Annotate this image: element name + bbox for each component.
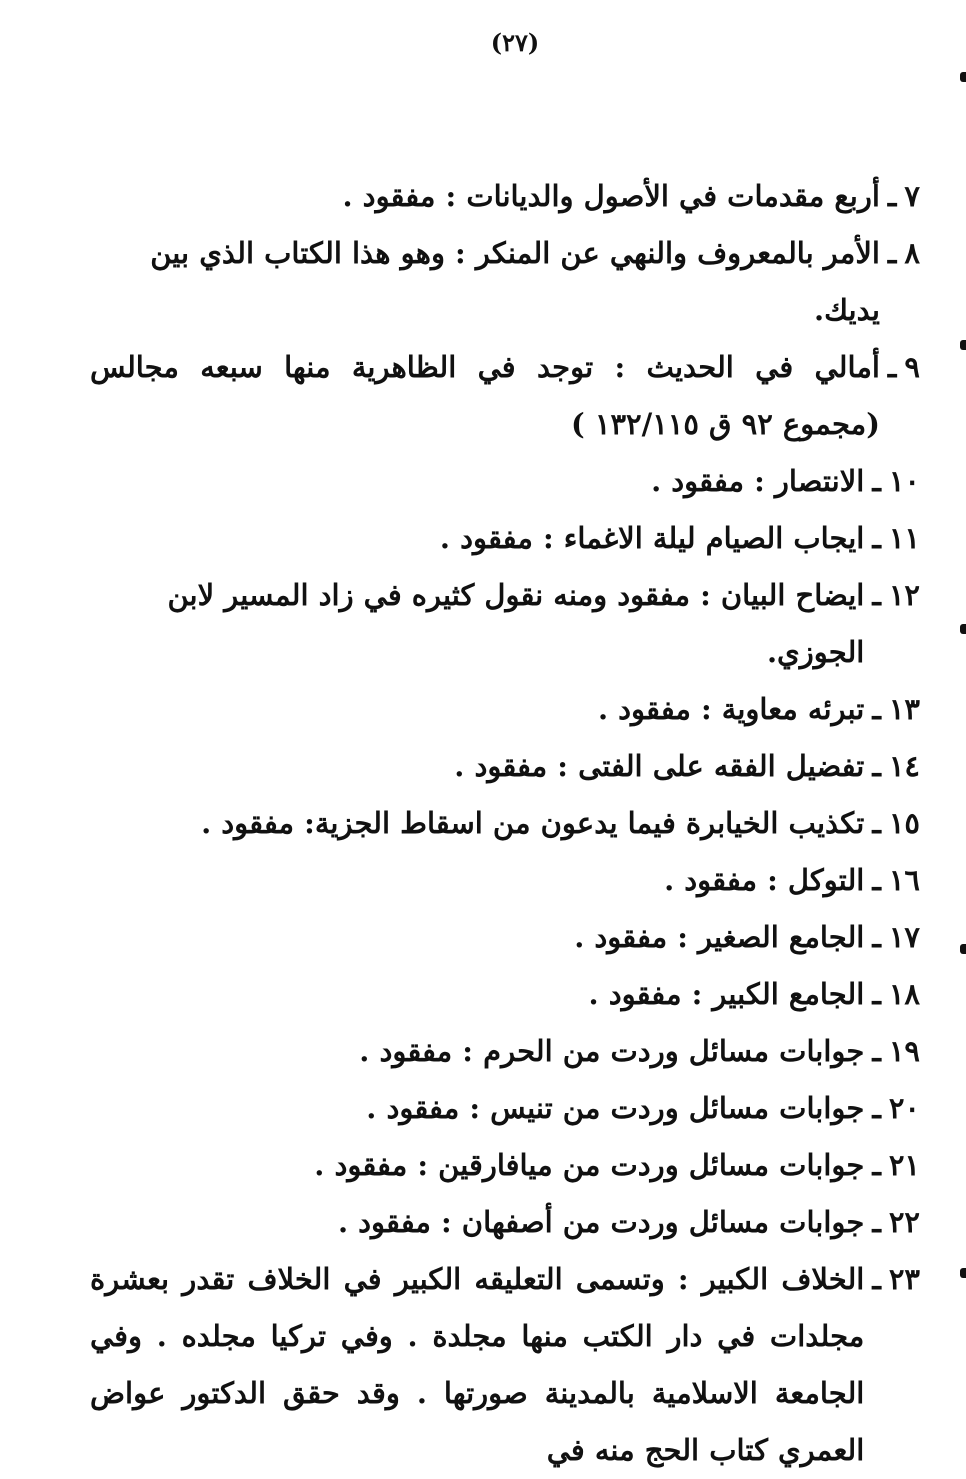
entry-text: ايضاح البيان : مفقود ومنه نقول كثيره في زاد المسير لابن الجوزي. (167, 578, 865, 669)
scan-edge-mark (960, 72, 966, 82)
entry-number: ٢٠ (888, 1091, 920, 1125)
list-item (90, 795, 920, 852)
entry-dash: ـ (872, 806, 881, 840)
entry-number: ١٤ (888, 749, 920, 783)
entry-dash: ـ (872, 521, 881, 555)
entry-dash: ـ (887, 350, 897, 384)
entry-number: ٢٢ (888, 1205, 920, 1239)
entry-number: ٩ (904, 350, 920, 384)
entry-dash: ـ (872, 1148, 881, 1182)
entry-dash: ـ (872, 749, 881, 783)
scan-edge-mark (960, 1268, 966, 1278)
entry-dash: ـ (872, 464, 881, 498)
list-item (90, 510, 920, 567)
entry-number: ١٧ (888, 920, 920, 954)
entry-number: ٧ (904, 179, 920, 213)
page-number: (٢٧) (490, 28, 540, 57)
list-item (90, 1137, 920, 1194)
entry-text: تفضيل الفقه على الفتى : مفقود . (454, 749, 865, 783)
entry-dash: ـ (872, 1091, 881, 1125)
entry-dash: ـ (887, 236, 897, 270)
entry-number: ٢١ (888, 1148, 920, 1182)
entry-dash: ـ (872, 863, 881, 897)
entry-number: ١٦ (888, 863, 920, 897)
list-item (90, 1194, 920, 1251)
entry-number: ١٨ (888, 977, 920, 1011)
entry-dash: ـ (872, 1205, 881, 1239)
entry-text: الانتصار : مفقود . (651, 464, 865, 498)
entry-text: الجامع الكبير : مفقود . (588, 977, 865, 1011)
entry-number: ١٩ (888, 1034, 920, 1068)
entry-dash: ـ (872, 578, 881, 612)
scan-edge-mark (960, 624, 966, 634)
entry-dash: ـ (887, 179, 897, 213)
entry-number: ١٥ (888, 806, 920, 840)
entry-text: الجامع الصغير : مفقود . (574, 920, 865, 954)
entry-number: ٨ (904, 236, 920, 270)
entry-dash: ـ (872, 920, 881, 954)
list-item (90, 453, 920, 510)
list-item (90, 738, 920, 795)
list-item (90, 567, 920, 681)
entry-number: ١٢ (888, 578, 920, 612)
list-item (90, 681, 920, 738)
entry-text: الأمر بالمعروف والنهي عن المنكر : وهو هذا الكتاب الذي بين يديك. (150, 236, 880, 327)
entry-text: أمالي في الحديث : توجد في الظاهرية منها سبعه مجالس (مجموع ٩٢ ق ١٣٢/١١٥ ) (90, 350, 880, 441)
list-item (90, 852, 920, 909)
list-item (90, 1080, 920, 1137)
entry-text: ايجاب الصيام ليلة الاغماء : مفقود . (439, 521, 865, 555)
entry-number: ١٣ (888, 692, 920, 726)
entry-number: ٢٣ (888, 1262, 920, 1296)
entry-text: تبرئه معاوية : مفقود . (597, 692, 865, 726)
entry-text: جوابات مسائل وردت من ميافارقين : مفقود . (314, 1148, 865, 1182)
list-item (90, 1251, 920, 1479)
entry-text: جوابات مسائل وردت من الحرم : مفقود . (359, 1034, 865, 1068)
entry-dash: ـ (872, 1262, 881, 1296)
entry-dash: ـ (872, 977, 881, 1011)
entry-number: ١٠ (888, 464, 920, 498)
entry-text: التوكل : مفقود . (664, 863, 865, 897)
entries-list (90, 168, 920, 1479)
entry-text: جوابات مسائل وردت من تنيس : مفقود . (366, 1091, 865, 1125)
list-item (90, 909, 920, 966)
list-item (90, 168, 920, 225)
list-item (90, 1023, 920, 1080)
list-item (90, 225, 920, 339)
entry-dash: ـ (872, 692, 881, 726)
entry-text: الخلاف الكبير : وتسمى التعليقه الكبير في الخلاف تقدر بعشرة مجلدات في دار الكتب منها مجلدة . وفي تركيا مجلده . وفي الجامعة الاسلامية بالمدينة صورتها . وقد حقق الدكتور عواض العمري كتاب الحج منه في (90, 1262, 865, 1467)
list-item (90, 966, 920, 1023)
entry-text: أربع مقدمات في الأصول والديانات : مفقود . (342, 179, 880, 213)
scan-edge-mark (960, 944, 966, 954)
entry-number: ١١ (888, 521, 920, 555)
scan-edge-mark (960, 340, 966, 350)
entry-dash: ـ (872, 1034, 881, 1068)
list-item (90, 339, 920, 453)
entry-text: تكذيب الخيابرة فيما يدعون من اسقاط الجزية: مفقود . (201, 806, 865, 840)
entry-text: جوابات مسائل وردت من أصفهان : مفقود . (337, 1205, 865, 1239)
